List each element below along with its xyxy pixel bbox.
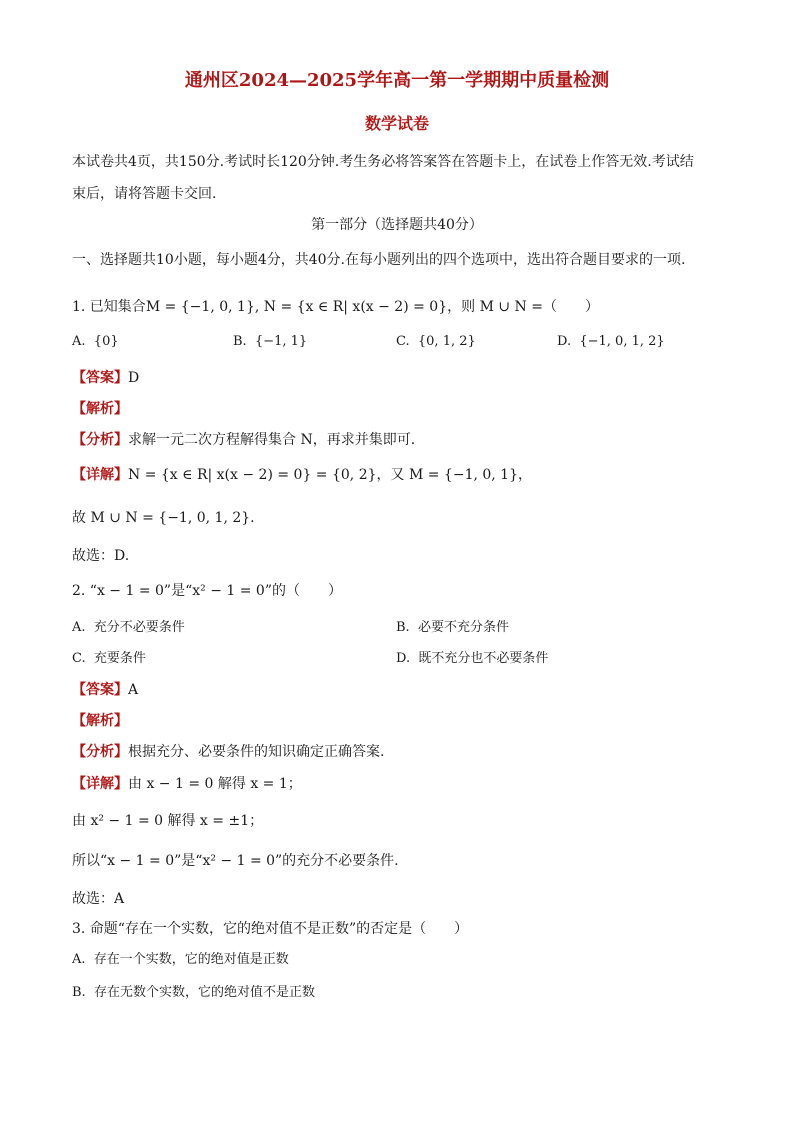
q2-option-b: B. 必要不充分条件 [396,620,509,635]
q3-option-a: A. 存在一个实数，它的绝对值是正数 [72,952,289,967]
q2-analysis-tag: 【解析】 [72,713,128,729]
q2-fenxi: 【分析】根据充分、必要条件的知识确定正确答案. [72,744,385,760]
q1-fenxi: 【分析】求解一元二次方程解得集合 N，再求并集即可. [72,432,416,448]
q1-choice: 故选：D. [72,548,130,564]
q2-option-c: C. 充要条件 [72,651,146,666]
q2-detail-2: 由 x² − 1 = 0 解得 x = ±1； [72,813,264,829]
q3-option-b: B. 存在无数个实数，它的绝对值不是正数 [72,985,315,1000]
set-n: N = {x ∈ R| x(x − 2) = 0} [263,299,448,315]
exam-title: 通州区2024—2025学年高一第一学期期中质量检测 [184,70,610,91]
section-instruction: 一、选择题共10小题，每小题4分，共40分.在每小题列出的四个选项中，选出符合题目要求的一项. [72,252,686,268]
part-heading: 第一部分（选择题共40分） [311,217,483,233]
q1-conclusion: 故 M ∪ N = {−1, 0, 1, 2}. [72,510,255,526]
q1-option-b: B. {−1, 1} [233,334,308,349]
q2-option-a: A. 充分不必要条件 [72,620,185,635]
q1-detail: 【详解】N = {x ∈ R| x(x − 2) = 0} = {0, 2}，又 M = {−1, 0, 1}， [72,467,532,483]
question-1-prefix: 1. 已知集合 [72,299,146,315]
q1-analysis-tag: 【解析】 [72,401,128,417]
set-m: M = {−1, 0, 1} [145,299,255,315]
intro-line-2: 束后，请将答题卡交回. [72,186,217,202]
q2-detail: 【详解】由 x − 1 = 0 解得 x = 1； [72,776,302,792]
q1-option-a: A. {0} [72,334,119,349]
q2-detail-3: 所以“x − 1 = 0”是“x² − 1 = 0”的充分不必要条件. [72,853,399,869]
q1-option-c: C. {0, 1, 2} [396,334,476,349]
intro-line-1: 本试卷共4页，共150分.考试时长120分钟.考生务必将答案答在答题卡上，在试卷上作答无效.考试结 [72,154,694,170]
question-3-stem: 3. 命题“存在一个实数，它的绝对值不是正数”的否定是（ ） [72,921,469,937]
question-1-suffix: ，则 M ∪ N =（ ） [447,299,599,315]
q1-answer: 【答案】D [72,370,140,386]
question-2-stem: 2. “x − 1 = 0”是“x² − 1 = 0”的（ ） [72,583,342,599]
question-1-stem: 1. 已知集合M = {−1, 0, 1}, N = {x ∈ R| x(x − 2) = 0}，则 M ∪ N =（ ） [72,299,599,315]
q1-option-d: D. {−1, 0, 1, 2} [557,334,665,349]
q2-option-d: D. 既不充分也不必要条件 [396,651,549,666]
q2-answer: 【答案】A [72,682,139,698]
q2-choice: 故选：A [72,891,125,907]
exam-subtitle: 数学试卷 [364,114,429,133]
